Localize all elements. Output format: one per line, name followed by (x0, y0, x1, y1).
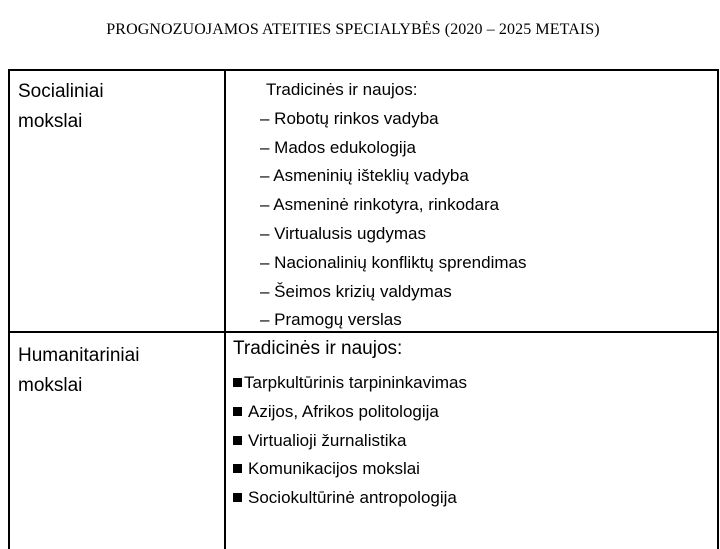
subject-line: mokslai (18, 111, 83, 132)
list-item-label: Tarpkultūrinis tarpininkavimas (244, 373, 467, 392)
list-item: – Mados edukologija (260, 137, 416, 157)
humanities-list (233, 369, 467, 513)
list-item (233, 484, 467, 513)
list-item-label: Azijos, Afrikos politologija (248, 401, 439, 421)
list-item (233, 369, 467, 398)
list-item (233, 398, 467, 427)
list-item: – Asmeninė rinkotyra, rinkodara (260, 195, 500, 215)
square-bullet-icon (233, 464, 242, 473)
list-item: – Robotų rinkos vadyba (260, 108, 439, 128)
list-item: – Nacionalinių konfliktų sprendimas (260, 252, 527, 272)
list-item: – Asmeninių išteklių vadyba (260, 166, 469, 186)
subject-humanities (18, 341, 218, 401)
list-heading: Tradicinės ir naujos: (233, 338, 403, 359)
list-item: – Šeimos krizių valdymas (260, 281, 452, 301)
subject-line: Humanitariniai (18, 345, 140, 366)
square-bullet-icon (233, 407, 242, 416)
list-item (233, 427, 467, 456)
list-item: – Pramogų verslas (260, 310, 402, 330)
page-title: PROGNOZUOJAMOS ATEITIES SPECIALYBĖS (2020 – 2025 METAIS) (106, 21, 600, 38)
subject-line: mokslai (18, 375, 83, 396)
column-divider (224, 71, 226, 549)
list-item-label: Virtualioji žurnalistika (248, 430, 407, 450)
square-bullet-icon (233, 493, 242, 502)
square-bullet-icon (233, 436, 242, 445)
subject-line: Socialiniai (18, 81, 104, 102)
list-heading: Tradicinės ir naujos: (266, 80, 418, 99)
list-item-label: Komunikacijos mokslai (248, 459, 420, 479)
subject-social-sciences (18, 77, 218, 137)
specialties-table (8, 69, 719, 549)
list-item-label: Sociokultūrinė antropologija (248, 488, 457, 508)
list-item: – Virtualusis ugdymas (260, 223, 426, 243)
social-sciences-list (260, 76, 527, 335)
list-item (233, 455, 467, 484)
square-bullet-icon (233, 378, 242, 387)
